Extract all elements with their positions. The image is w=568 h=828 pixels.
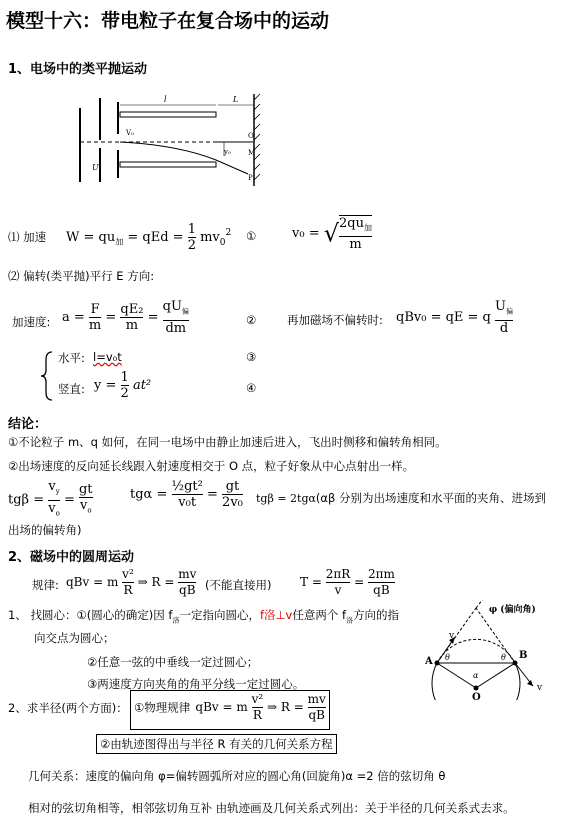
vertical-formula: y = $\frac{1}{2}$ at² [94, 370, 152, 401]
brace-icon [40, 350, 54, 402]
label-L: L [233, 95, 239, 104]
circle-motion-diagram [425, 600, 565, 700]
bfield-label: 再加磁场不偏转时: [287, 313, 383, 327]
theta-label-B: θ [501, 653, 506, 662]
label-O: O [248, 132, 254, 140]
physics-rule-box: ①物理规律 qBv = m $\frac{\text{v²}}{R}$ ⇒ R = $\frac{mv}{qB}$ [130, 690, 330, 730]
tgb-formula: tgβ = $\frac{v_y}{v_o}$ = $\frac{gt}{v_o}$ [8, 479, 93, 521]
deflection-diagram [78, 90, 268, 190]
marker-2: ② [246, 313, 257, 327]
section2-heading: 2、磁场中的圆周运动 [8, 550, 135, 565]
horizontal-label: 水平: [58, 351, 85, 365]
marker-4: ④ [246, 381, 257, 395]
label-l: l [164, 95, 167, 104]
find-center-line1: 1、 找圆心：①(圆心的确定)因 $f_洛$一定指向圆心，f洛⊥v任意两个 $f_洛$方向的指 [8, 608, 400, 625]
deflect-label: ⑵ 偏转(类平抛)平行 E 方向: [8, 269, 155, 283]
horizontal-eq: l=v₀t [93, 350, 122, 364]
geometry-relation: 几何关系：速度的偏向角 φ=偏转圆弧所对应的圆心角(回旋角)α =2 倍的弦切角 θ [28, 769, 446, 783]
v0-formula: v₀ = √ $\frac{2qu_加}{m}$ [292, 216, 372, 252]
accel-formula: $W = qu_加$ = qEd = $\frac{1}{2}$ $mv_0^2$ [66, 222, 232, 253]
v-label-left: v [449, 631, 455, 641]
marker-3: ③ [246, 350, 257, 364]
period-formula: T = $\frac{2\pi R}{v}$ = $\frac{2\pi m}{qB}$ [300, 567, 395, 597]
relation-text: tgβ = 2tgα(αβ 分别为出场速度和水平面的夹角、进场到 [256, 491, 546, 505]
theta-label-A: θ [445, 653, 450, 662]
phi-label: φ (偏向角) [489, 605, 536, 615]
vertical-label: 竖直: [58, 382, 85, 396]
page-title: 模型十六：带电粒子在复合场中的运动 [6, 10, 330, 32]
alpha-label: α [473, 671, 479, 680]
bfield-formula: qBv₀ = qE = q $\frac{U_偏}{d}$ [396, 299, 513, 336]
orbit-geometry-box: ②由轨迹图得出与半径 R 有关的几何关系方程 [96, 734, 337, 754]
no-direct-note: (不能直接用) [205, 578, 272, 592]
label-y0: y₀ [224, 148, 231, 156]
find-center-line2: 向交点为圆心； [34, 631, 115, 645]
conclusion-2: ②出场速度的反向延长线跟入射速度相交于 O 点，粒子好象从中心点射出一样。 [8, 459, 415, 473]
acc-label: 加速度: [12, 315, 51, 329]
label-v0: V₀ [126, 129, 134, 137]
section1-heading: 1、电场中的类平抛运动 [8, 62, 148, 77]
conclusion-heading: 结论： [8, 417, 48, 432]
label-U1: U₁ [92, 163, 102, 172]
point-O: O [472, 692, 481, 700]
accel-label: ⑴ 加速 [8, 230, 47, 244]
acc-formula: a = $\frac{F}{m}$ = $\frac{\text{qE₂}}{m}$ = $\frac{qU_偏}{dm}$ [62, 299, 189, 336]
last-line: 相对的弦切角相等，相邻弦切角互补 由轨迹画及几何关系式列出：关于半径的几何关系式去求。 [28, 801, 515, 815]
center-rule-3: ③两速度方向夹角的角平分线一定过圆心。 [87, 677, 305, 691]
radius-label: 2、求半径(两个方面)： [8, 701, 128, 715]
point-A: A [425, 656, 433, 667]
tga-formula: tgα = $\frac{\text{½gt²}}{\text{v₀t}}$ = $\frac{gt}{\text{2v₀}}$ [130, 479, 243, 510]
center-rule-2: ②任意一弦的中垂线一定过圆心； [87, 655, 259, 669]
rule-formula: qBv = m $\frac{\text{v²}}{R}$ ⇒ R = $\frac{mv}{qB}$ [66, 567, 197, 597]
rule-label: 规律: [32, 578, 59, 592]
conclusion-1: ①不论粒子 m、q 如何，在同一电场中由静止加速后进入，飞出时侧移和偏转角相同。 [8, 435, 447, 449]
point-B: B [519, 650, 528, 661]
marker-1: ① [246, 229, 257, 243]
relation-text-2: 出场的偏转角) [8, 523, 82, 537]
label-M: M [248, 149, 256, 157]
label-P: P [248, 174, 253, 182]
v-label-right: v [537, 683, 543, 693]
